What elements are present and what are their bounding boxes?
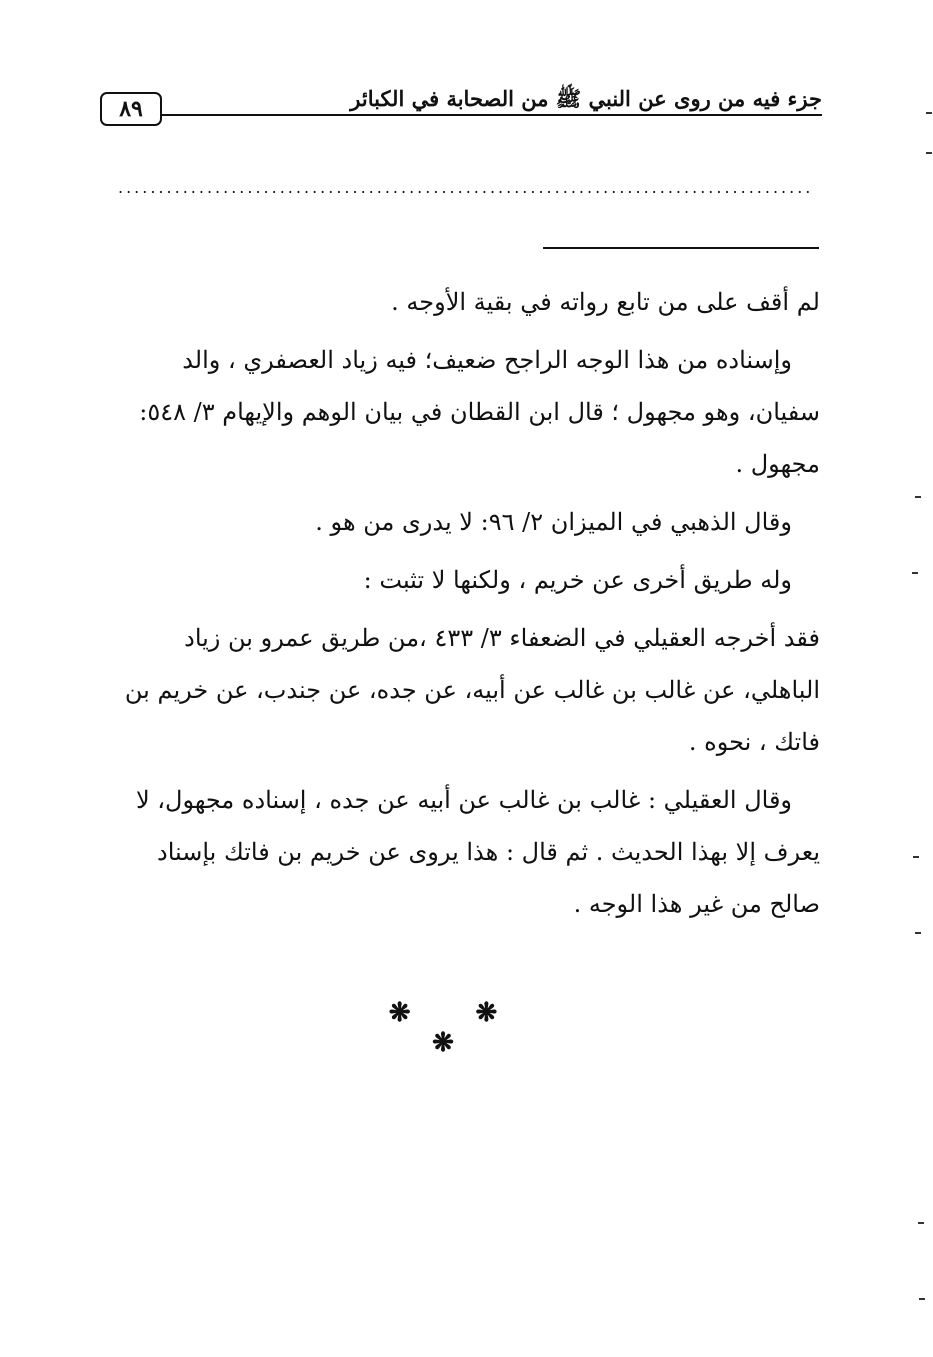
section-end-stars: ❋ ❋ ❋ xyxy=(388,998,526,1058)
edge-mark xyxy=(926,152,932,154)
paragraph: وإسناده من هذا الوجه الراجح ضعيف؛ فيه زياد العصفري ، والد سفيان، وهو مجهول ؛ قال ابن القطان في بيان الوهم والإيهام ٣/ ٥٤٨: مجهول . xyxy=(139,346,820,478)
page-number: ٨٩ xyxy=(100,92,162,126)
header-rule xyxy=(160,114,822,116)
paragraph: وله طريق أخرى عن خريم ، ولكنها لا تثبت : xyxy=(363,566,792,594)
paragraph: فقد أخرجه العقيلي في الضعفاء ٣/ ٤٣٣ ،من طريق عمرو بن زياد الباهلي، عن غالب بن غالب عن أبيه، عن جده، عن جندب، عن خريم بن فاتك ، نحوه . xyxy=(124,624,820,756)
edge-mark xyxy=(912,572,918,574)
body-text xyxy=(106,276,820,936)
dotted-separator: ...................................................................................... xyxy=(118,180,814,196)
footnote-rule xyxy=(543,247,819,249)
running-header xyxy=(100,78,822,130)
paragraph: وقال العقيلي : غالب بن غالب عن أبيه عن جده ، إسناده مجهول، لا يعرف إلا بهذا الحديث . ثم قال : هذا يروى عن خريم بن فاتك بإسناد صالح من غير هذا الوجه . xyxy=(135,786,820,918)
paragraph: لم أقف على من تابع رواته في بقية الأوجه . xyxy=(391,288,820,316)
edge-mark xyxy=(915,932,921,934)
edge-mark xyxy=(926,112,932,114)
edge-mark xyxy=(913,856,919,858)
edge-mark xyxy=(919,1298,925,1300)
edge-mark xyxy=(915,496,921,498)
header-title: جزء فيه من روى عن النبي ﷺ من الصحابة في الكبائر xyxy=(350,86,822,111)
edge-mark xyxy=(918,1222,924,1224)
paragraph: وقال الذهبي في الميزان ٢/ ٩٦: لا يدرى من هو . xyxy=(315,508,792,536)
